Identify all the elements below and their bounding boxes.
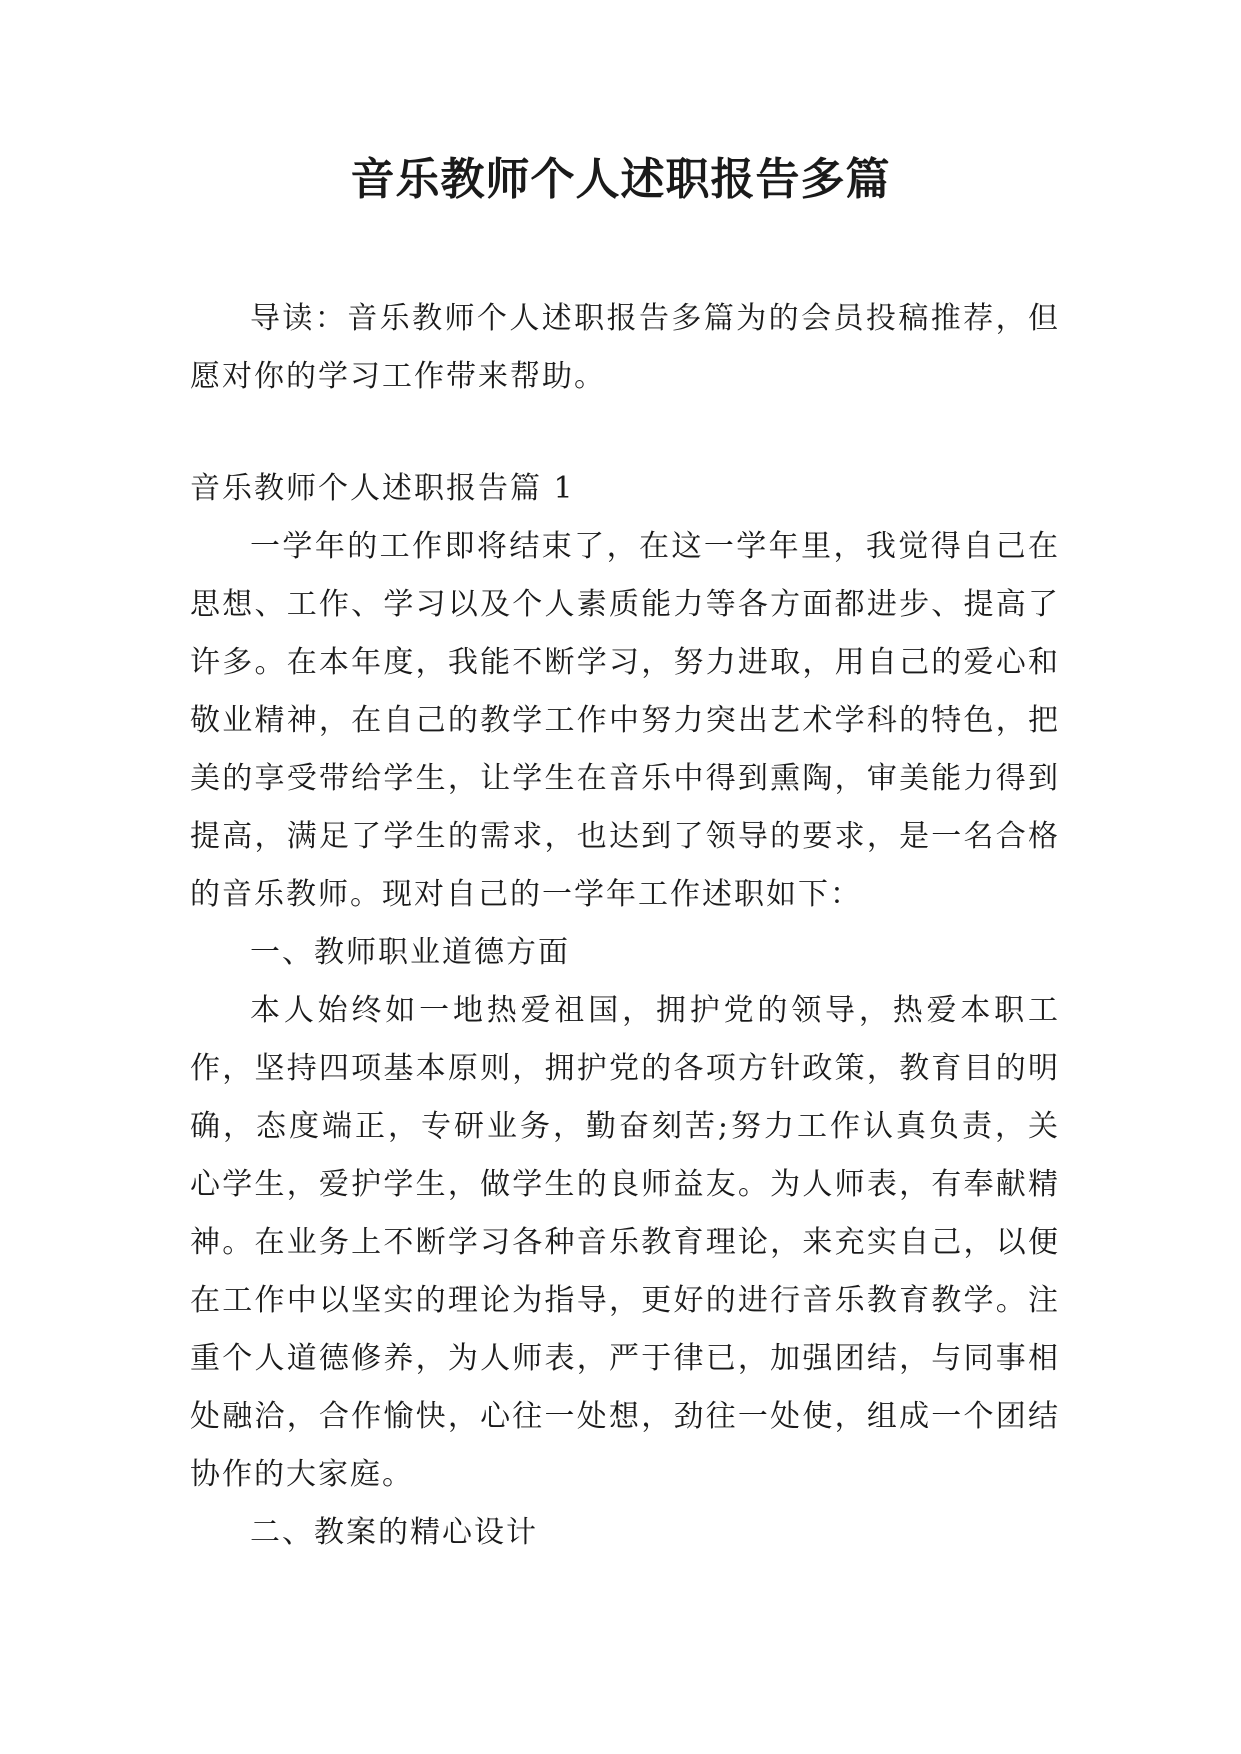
paragraph-1: 一学年的工作即将结束了，在这一学年里，我觉得自己在思想、工作、学习以及个人素质能力等各方面都进步、提高了许多。在本年度，我能不断学习，努力进取，用自己的爱心和敬业精神，在自己的教学工作中努力突出艺术学科的特色，把美的享受带给学生，让学生在音乐中得到熏陶，审美能力得到提高，满足了学生的需求，也达到了领导的要求，是一名合格的音乐教师。现对自己的一学年工作述职如下：	[190, 529, 1060, 912]
section-heading-1: 一、教师职业道德方面	[250, 935, 570, 970]
intro-paragraph: 导读：音乐教师个人述职报告多篇为的会员投稿推荐，但愿对你的学习工作带来帮助。	[190, 301, 1060, 394]
intro-block	[190, 290, 1060, 406]
part-title: 音乐教师个人述职报告篇 1	[190, 471, 575, 506]
document-title: 音乐教师个人述职报告多篇	[350, 154, 891, 205]
main-body	[190, 460, 1060, 1562]
paragraph-2: 本人始终如一地热爱祖国，拥护党的领导，热爱本职工作，坚持四项基本原则，拥护党的各项方针政策，教育目的明确，态度端正，专研业务，勤奋刻苦;努力工作认真负责，关心学生，爱护学生，做学生的良师益友。为人师表，有奉献精神。在业务上不断学习各种音乐教育理论，来充实自己，以便在工作中以坚实的理论为指导，更好的进行音乐教育教学。注重个人道德修养，为人师表，严于律已，加强团结，与同事相处融洽，合作愉快，心往一处想，劲往一处使，组成一个团结协作的大家庭。	[190, 993, 1060, 1492]
section-heading-2: 二、教案的精心设计	[250, 1515, 538, 1550]
